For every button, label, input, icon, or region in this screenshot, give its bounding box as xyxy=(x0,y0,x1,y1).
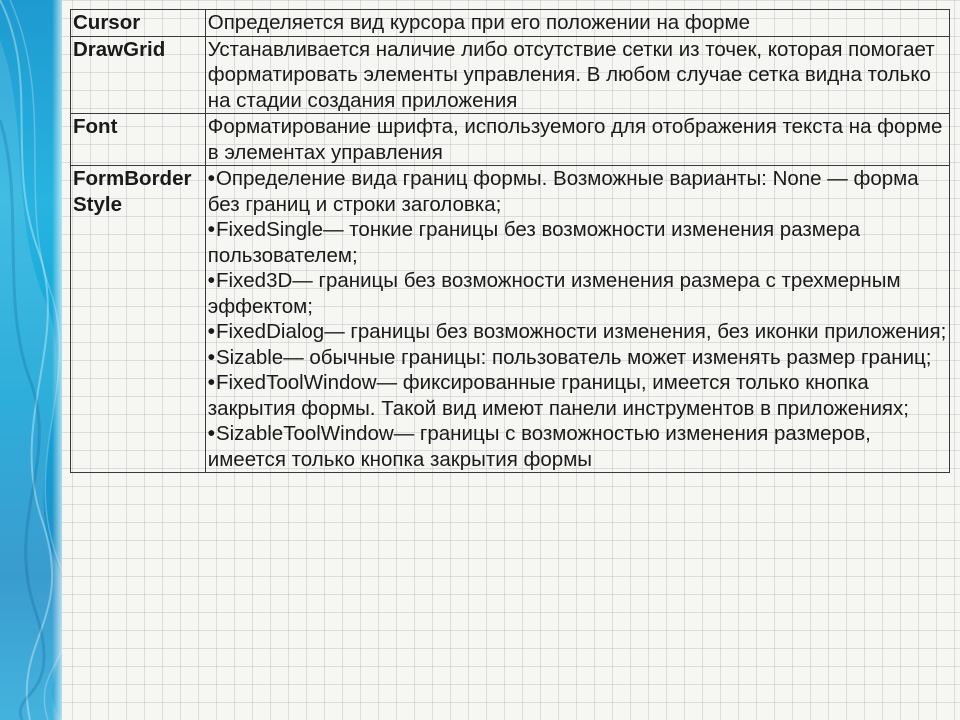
decorative-side-band xyxy=(0,0,62,720)
property-name-cell: Cursor xyxy=(71,10,206,37)
bullet-item: • SizableToolWindow— границы с возможностью изменения размеров, имеется только кнопка закрытия формы xyxy=(208,421,949,472)
property-name-cell: Font xyxy=(71,114,206,166)
property-description-cell: Устанавливается наличие либо отсутствие сетки из точек, которая помогает форматировать элементы управления. В любом случае сетка видна только на стадии создания приложения xyxy=(205,36,949,114)
table-row xyxy=(71,166,950,473)
bullet-item: • FixedSingle— тонкие границы без возможности изменения размера пользователем; xyxy=(208,217,949,268)
bullet-item: • Fixed3D— границы без возможности изменения размера с трехмерным эффектом; xyxy=(208,268,949,319)
bullet-item: • FixedToolWindow— фиксированные границы, имеется только кнопка закрытия формы. Такой вид имеют панели инструментов в приложениях; xyxy=(208,370,949,421)
property-name-cell: DrawGrid xyxy=(71,36,206,114)
bullet-item: • FixedDialog— границы без возможности изменения, без иконки приложения; xyxy=(208,319,949,345)
property-description-cell: Форматирование шрифта, используемого для отображения текста на форме в элементах управления xyxy=(205,114,949,166)
property-description-cell: Определяется вид курсора при его положении на форме xyxy=(205,10,949,37)
wave-decoration xyxy=(0,0,62,720)
bullet-item: • Sizable— обычные границы: пользователь может изменять размер границ; xyxy=(208,345,949,371)
properties-table xyxy=(70,9,950,473)
property-description-cell xyxy=(205,166,949,473)
table-row xyxy=(71,114,950,166)
property-name-cell: FormBorder Style xyxy=(71,166,206,473)
table-row xyxy=(71,36,950,114)
table-row xyxy=(71,10,950,37)
bullet-item: • Определение вида границ формы. Возможные варианты: None — форма без границ и строки заголовка; xyxy=(208,166,949,217)
